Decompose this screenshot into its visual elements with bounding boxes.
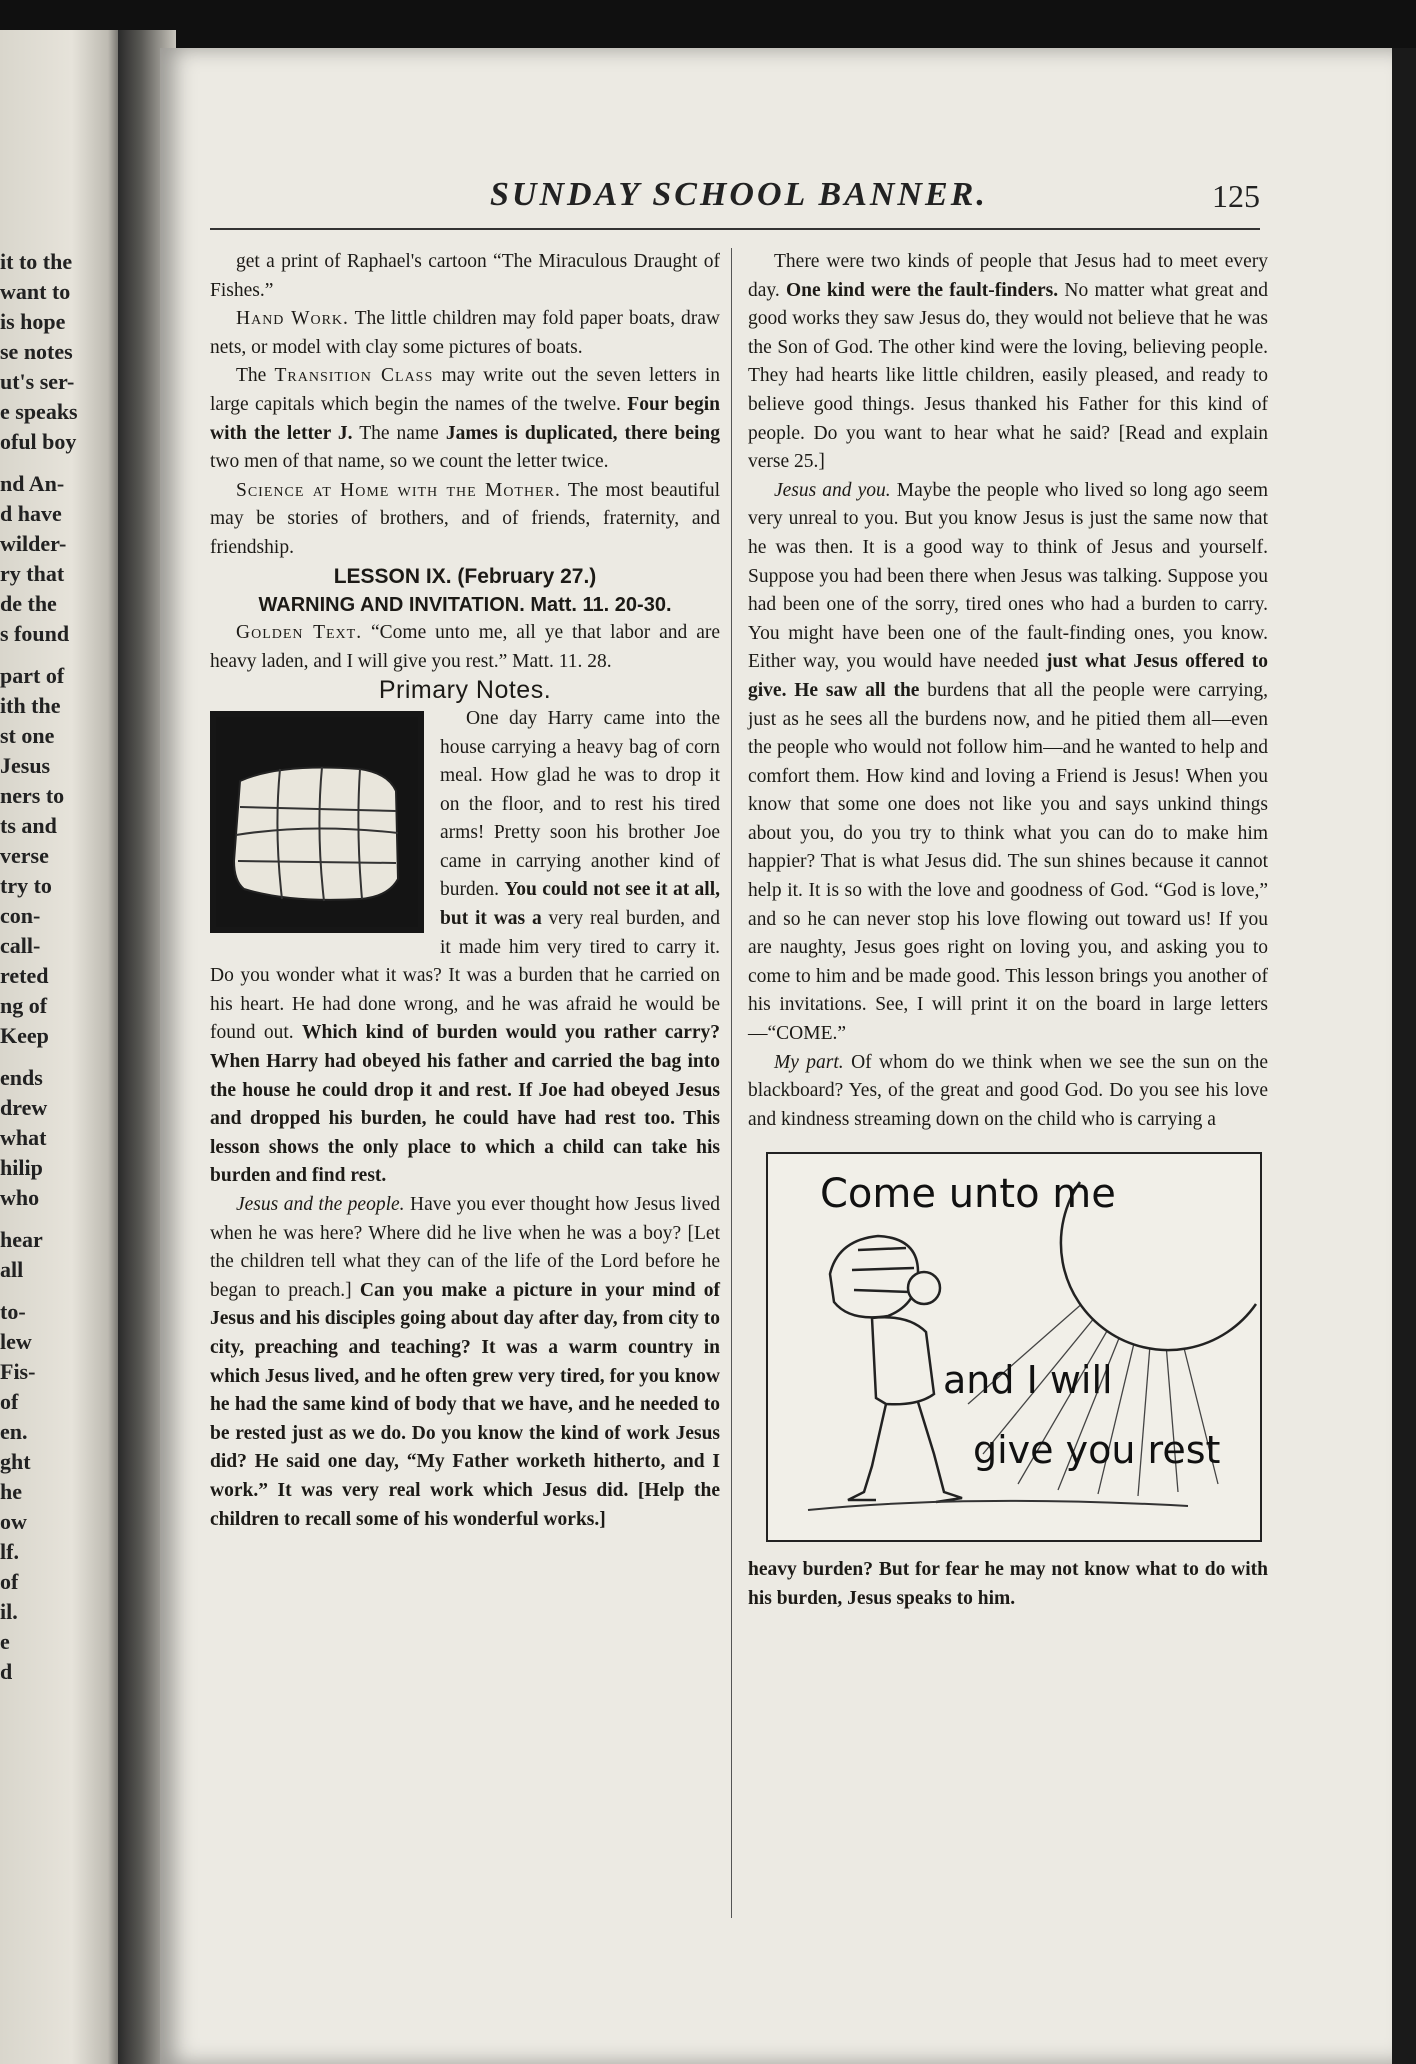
facing-page-text: of	[0, 1389, 19, 1414]
facing-page-text: en.	[0, 1419, 28, 1444]
facing-page-text: s found	[0, 621, 70, 646]
illustration-caption-2: and I will	[943, 1358, 1113, 1403]
facing-page-text: e	[0, 1629, 10, 1654]
run-in-label: Transition Class	[274, 365, 434, 387]
section-heading: Primary Notes.	[378, 676, 552, 705]
left-column	[210, 248, 720, 1534]
facing-page-text: of	[0, 1569, 19, 1594]
paragraph: Hand Work. The little children may fold paper boats, draw nets, or model with clay some pictures of boats.	[210, 308, 720, 358]
paragraph: The Transition Class may write out the seven letters in large capitals which begin the names of the twelve. Four begin with the letter J. The name James is duplicated, there being two men of that name, so we count the letter twice.	[210, 365, 721, 473]
page-number: 125	[1212, 178, 1260, 214]
facing-page-text: what	[0, 1125, 47, 1150]
facing-page-text: try to	[0, 873, 52, 898]
come-unto-me-illustration	[766, 1152, 1262, 1542]
facing-page-text: ow	[0, 1509, 27, 1534]
lesson-title: WARNING AND INVITATION. Matt. 11. 20-30.	[258, 594, 672, 617]
header-rule	[210, 228, 1260, 230]
facing-page-text: ng of	[0, 993, 48, 1018]
run-in-label: Jesus and the people.	[236, 1194, 405, 1215]
facing-page-text: Keep	[0, 1023, 49, 1048]
run-in-label: Jesus and you.	[774, 479, 891, 501]
facing-page-text: se notes	[0, 339, 73, 364]
facing-page-text: ends	[0, 1065, 43, 1090]
facing-page-text: lew	[0, 1329, 32, 1354]
paragraph: One day Harry came into the house carrying a heavy bag of corn meal. How glad he was to drop it on the floor, and to rest his tired arms! Pretty soon his brother Joe came in carrying another kind of burden. You could not see it at all, but it was a very real burden, and it made him very tired to carry it. Do you wonder what it was? It was a burden that he carried on his heart. He had done wrong, and he was afraid he would be found out. Which kind of burden would you rather carry? When Harry had obeyed his father and carried the bag into the house he could drop it and rest. If Joe had obeyed Jesus and dropped his burden, he could have had rest too. This lesson shows the only place to which a child can take his burden and find rest.	[210, 707, 721, 1187]
facing-page-text: il.	[0, 1599, 18, 1624]
facing-page-text: all	[0, 1257, 24, 1282]
facing-page-text: ners to	[0, 783, 65, 808]
run-in-label: Hand Work.	[236, 308, 349, 330]
running-title: SUNDAY SCHOOL BANNER.	[490, 176, 988, 213]
facing-page-text: hear	[0, 1227, 43, 1252]
illustration-caption-3: give you rest	[973, 1428, 1221, 1473]
paragraph: heavy burden? But for fear he may not know what to do with his burden, Jesus speaks to him.	[748, 1559, 1268, 1609]
paragraph: get a print of Raphael's cartoon “The Miraculous Draught of Fishes.”	[210, 251, 720, 301]
paragraph: My part. Of whom do we think when we see the sun on the blackboard? Yes, of the great and good God. Do you see his love and kindness streaming down on the child who is carrying a	[748, 1051, 1269, 1130]
facing-page-text: verse	[0, 843, 49, 868]
run-in-label: Science at Home with the Mother.	[236, 479, 561, 501]
facing-page-text: de the	[0, 591, 57, 616]
illustration-caption-1: Come unto me	[820, 1171, 1116, 1218]
paragraph: There were two kinds of people that Jesus had to meet every day. One kind were the fault-finders. No matter what great and good works they saw Jesus do, they would not believe that he was the Son of God. The other kind were the loving, believing people. They had hearts like little children, easily pleased, and ready to believe good things. Jesus thanked his Father for this kind of people. Do you want to hear what he said? [Read and explain verse 25.]	[748, 251, 1269, 473]
corn-meal-bag-illustration	[210, 711, 424, 933]
facing-page-text: Fis-	[0, 1359, 36, 1384]
facing-page-text: e speaks	[0, 399, 78, 424]
facing-page-text: want to	[0, 279, 71, 304]
facing-page-text: ith the	[0, 693, 61, 718]
facing-page-text: call-	[0, 933, 41, 958]
facing-page-text: con-	[0, 903, 41, 928]
facing-page-text: part of	[0, 663, 65, 688]
facing-page-text: d	[0, 1659, 13, 1684]
facing-page-text: wilder-	[0, 531, 67, 556]
facing-page-text: to-	[0, 1299, 26, 1324]
facing-page-text: drew	[0, 1095, 48, 1120]
facing-page-text: nd An-	[0, 471, 65, 496]
facing-page-text: d have	[0, 501, 62, 526]
facing-page-text: ts and	[0, 813, 57, 838]
facing-page-text: oful boy	[0, 429, 77, 454]
facing-page-text: he	[0, 1479, 22, 1504]
paragraph: Jesus and you. Maybe the people who lived so long ago seem very unreal to you. But you know Jesus is just the same now that he was then. It is a good way to think of Jesus and yourself. Suppose you had been there when Jesus was talking. Suppose you had been one of the sorry, tired ones who had a burden to carry. You might have been one of the fault-finding ones, you know. Either way, you would have needed just what Jesus offered to give. He saw all the burdens that all the people were carrying, just as he sees all the burdens now, and he pitied them all—even the people who would not follow him—and he wanted to help and comfort them. How kind and loving a Friend is Jesus! When you know that some one does not like you and says unkind things about you, do you try to think what you can do to make him happier? That is what Jesus did. The sun shines because it cannot help it. It is so with the love and goodness of God. “God is love,” and so he can never stop his love flowing out toward us! If you are naughty, Jesus goes right on loving you, and asking you to come to him and be made good. This lesson brings you another of his invitations. See, I will print it on the board in large letters—“COME.”	[748, 479, 1269, 1045]
run-in-label: My part.	[774, 1051, 844, 1073]
paragraph: Jesus and the people. Have you ever thought how Jesus lived when he was here? Where did he live when he was a boy? [Let the children tell what they can of the life of the Lord before he began to preach.] Can you make a picture in your mind of Jesus and his disciples going about day after day, from city to city, preaching and teaching? It was a warm country in which Jesus lived, and he often grew very tired, for you know he had the same kind of body that we have, and he needed to be rested just as we do. Do you know the kind of work Jesus did? He said one day, “My Father worketh hitherto, and I work.” It was very real work which Jesus did. [Help the children to recall some of his wonderful works.]	[210, 1194, 721, 1530]
facing-page-text: ry that	[0, 561, 65, 586]
facing-page-text: ght	[0, 1449, 31, 1474]
running-header	[360, 176, 1260, 224]
facing-page-text: Jesus	[0, 753, 51, 778]
facing-page-text: reted	[0, 963, 49, 988]
facing-page-text: is hope	[0, 309, 66, 334]
paragraph: Science at Home with the Mother. The most beautiful may be stories of brothers, and of friends, fraternity, and friendship.	[210, 479, 721, 558]
facing-page-text: lf.	[0, 1539, 19, 1564]
facing-page-text: ut's ser-	[0, 369, 75, 394]
right-column	[748, 248, 1268, 1614]
facing-page-text: who	[0, 1185, 40, 1210]
page-edge	[1392, 48, 1416, 2064]
facing-page-text: hilip	[0, 1155, 43, 1180]
column-divider	[731, 248, 732, 1918]
facing-page-text: st one	[0, 723, 55, 748]
lesson-heading: LESSON IX. (February 27.)	[333, 564, 597, 588]
golden-text: Golden Text. “Come unto me, all ye that labor and are heavy laden, and I will give you rest.” Matt. 11. 28.	[210, 622, 720, 672]
facing-page-text: it to the	[0, 249, 73, 274]
facing-page-fragment	[0, 30, 120, 2064]
